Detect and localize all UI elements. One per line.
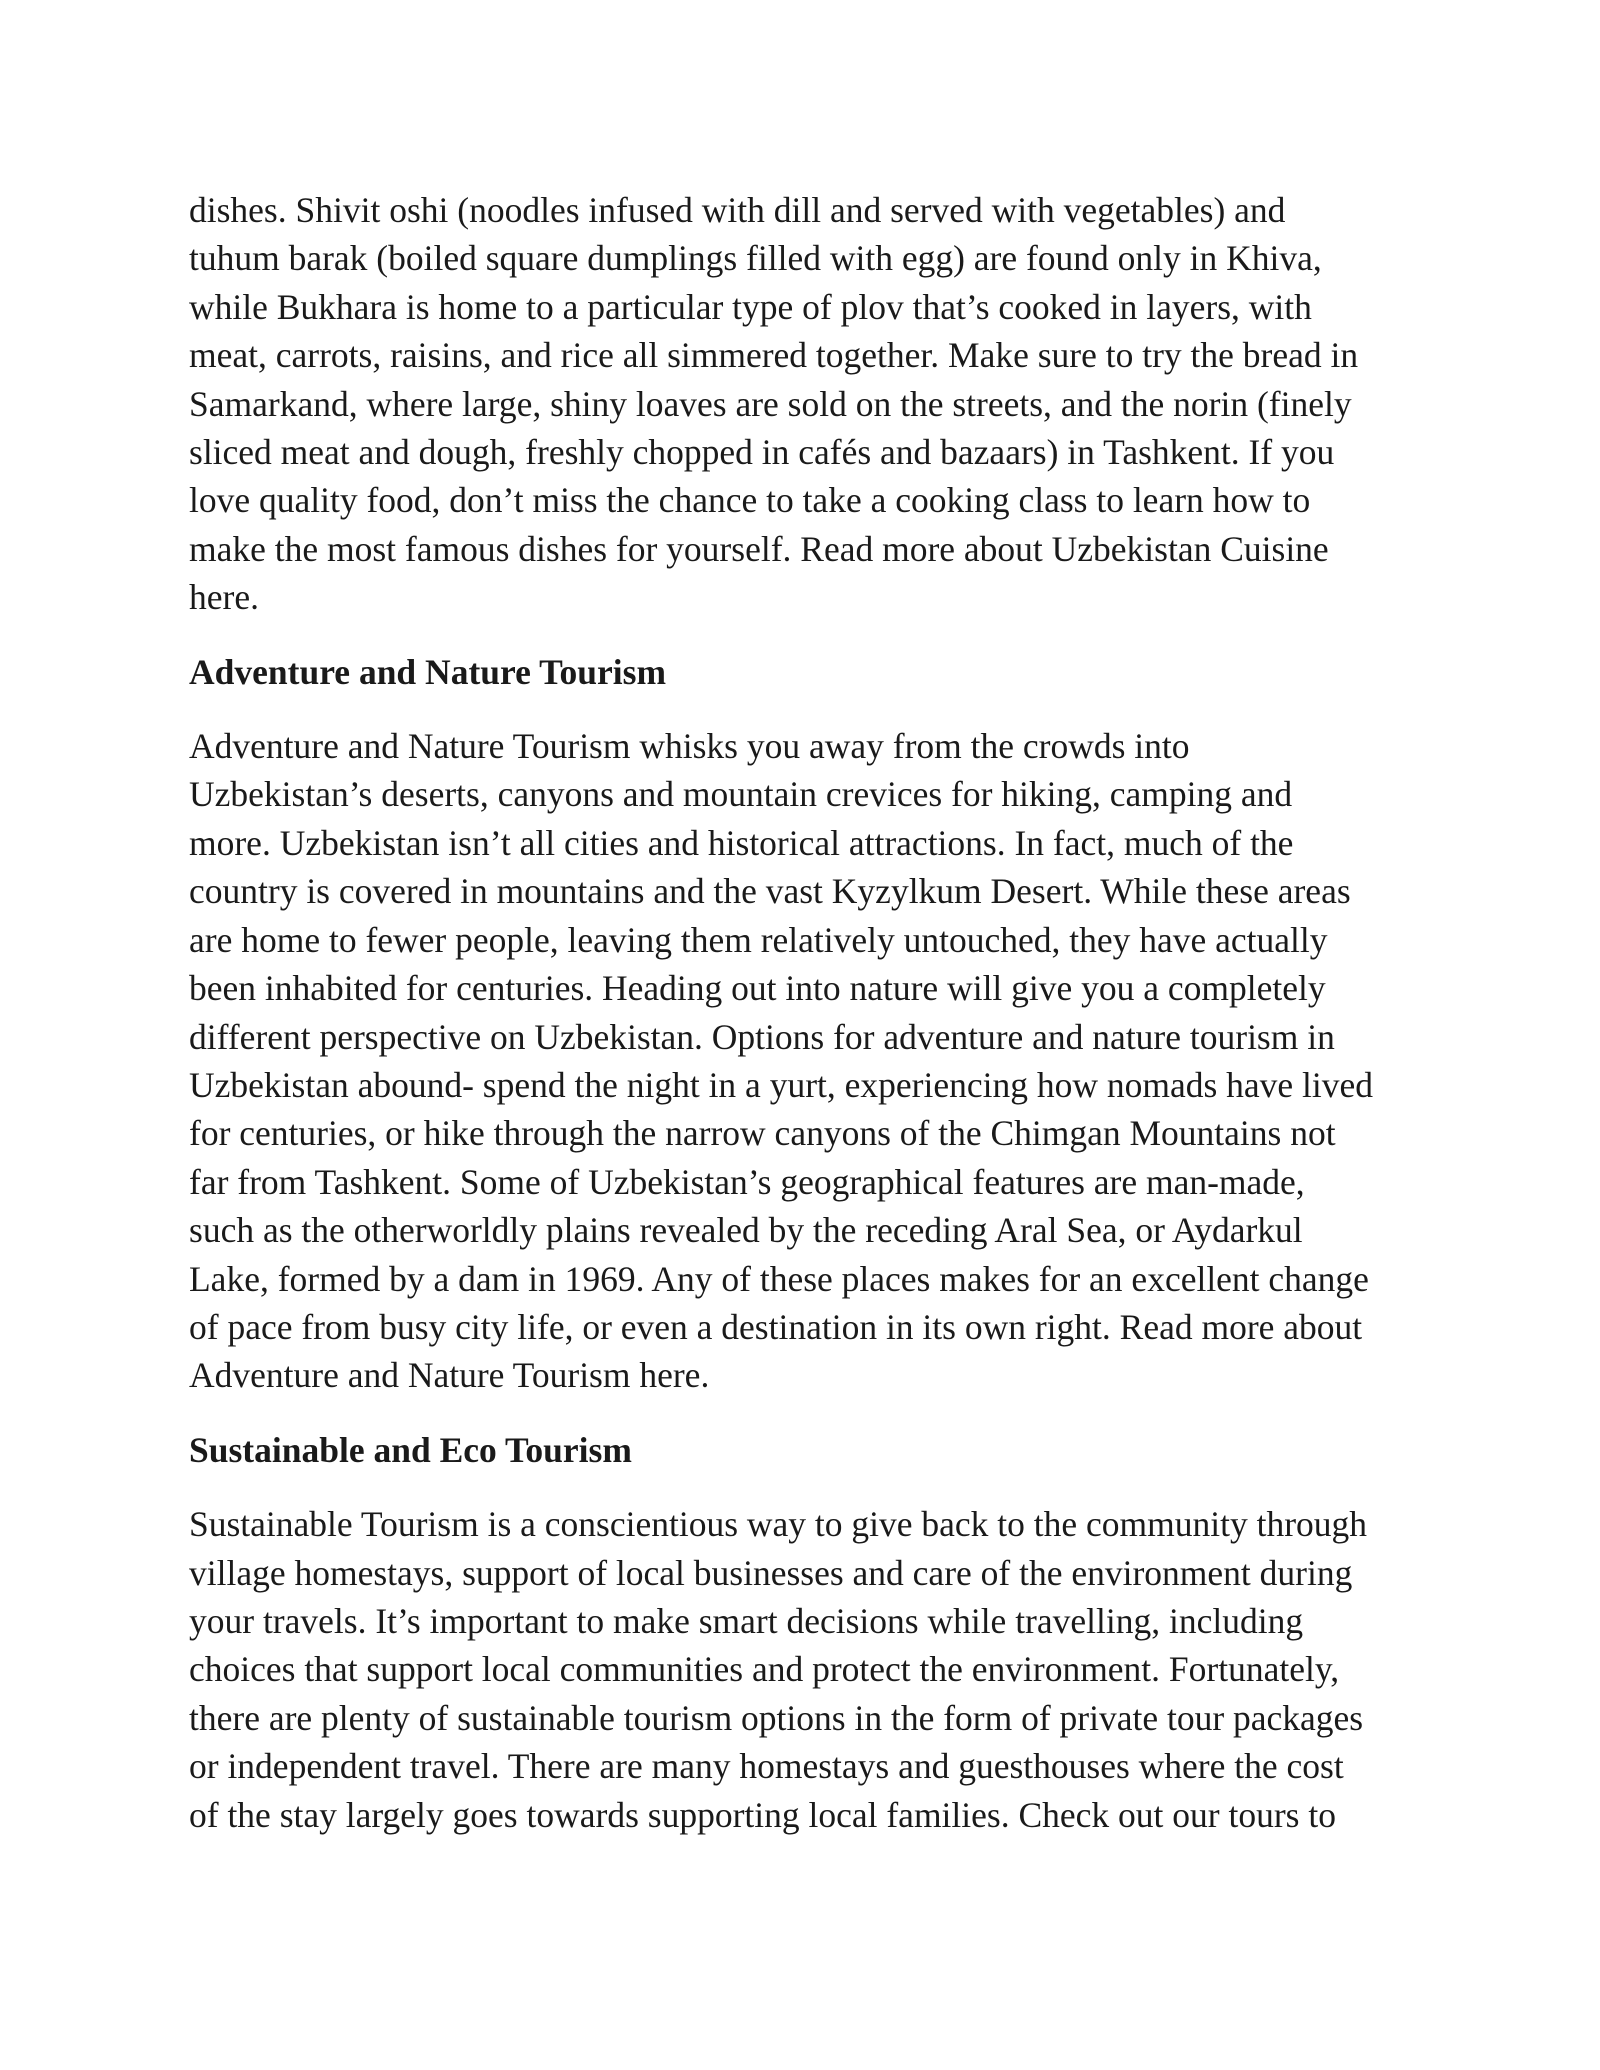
text-line: for centuries, or hike through the narrow canyons of the Chimgan Mountains not: [189, 1113, 1336, 1154]
text-line: your travels. It’s important to make smart decisions while travelling, including: [189, 1600, 1304, 1641]
text-line: of the stay largely goes towards supporting local families. Check out our tours to: [189, 1794, 1336, 1835]
text-line: such as the otherworldly plains revealed by the receding Aral Sea, or Aydarkul: [189, 1210, 1303, 1251]
heading-adventure-nature: Adventure and Nature Tourism: [189, 651, 667, 692]
text-line: are home to fewer people, leaving them relatively untouched, they have actually: [189, 919, 1328, 960]
text-line: Samarkand, where large, shiny loaves are sold on the streets, and the norin (finely: [189, 383, 1352, 424]
text-line: Adventure and Nature Tourism here.: [189, 1355, 710, 1396]
text-line: choices that support local communities and protect the environment. Fortunately,: [189, 1649, 1340, 1690]
text-line: sliced meat and dough, freshly chopped in cafés and bazaars) in Tashkent. If you: [189, 432, 1335, 473]
text-line: far from Tashkent. Some of Uzbekistan’s geographical features are man-made,: [189, 1161, 1305, 1202]
text-line: make the most famous dishes for yourself. Read more about Uzbekistan Cuisine: [189, 528, 1329, 569]
text-line: love quality food, don’t miss the chance to take a cooking class to learn how to: [189, 480, 1311, 521]
text-line: there are plenty of sustainable tourism options in the form of private tour packages: [189, 1697, 1364, 1738]
text-line: village homestays, support of local businesses and care of the environment during: [189, 1552, 1353, 1593]
text-line: different perspective on Uzbekistan. Options for adventure and nature tourism in: [189, 1016, 1335, 1057]
text-line: been inhabited for centuries. Heading out into nature will give you a completely: [189, 968, 1326, 1009]
text-line: tuhum barak (boiled square dumplings filled with egg) are found only in Khiva,: [189, 238, 1322, 279]
text-line: here.: [189, 577, 259, 618]
text-line: Uzbekistan’s deserts, canyons and mountain crevices for hiking, camping and: [189, 774, 1293, 815]
text-line: while Bukhara is home to a particular type of plov that’s cooked in layers, with: [189, 286, 1312, 327]
heading-sustainable-eco: Sustainable and Eco Tourism: [189, 1429, 632, 1470]
page-content: [189, 186, 1419, 1839]
text-line: Lake, formed by a dam in 1969. Any of these places makes for an excellent change: [189, 1258, 1369, 1299]
paragraph-cuisine: [189, 186, 1419, 622]
text-line: or independent travel. There are many homestays and guesthouses where the cost: [189, 1746, 1344, 1787]
text-line: dishes. Shivit oshi (noodles infused with dill and served with vegetables) and: [189, 190, 1286, 230]
text-line: more. Uzbekistan isn’t all cities and historical attractions. In fact, much of the: [189, 822, 1294, 863]
text-line: Sustainable Tourism is a conscientious way to give back to the community through: [189, 1504, 1368, 1545]
paragraph-sustainable-eco: [189, 1500, 1419, 1839]
paragraph-adventure-nature: [189, 722, 1419, 1400]
text-line: Adventure and Nature Tourism whisks you away from the crowds into: [189, 726, 1190, 767]
text-line: Uzbekistan abound- spend the night in a yurt, experiencing how nomads have lived: [189, 1064, 1374, 1105]
text-line: country is covered in mountains and the vast Kyzylkum Desert. While these areas: [189, 871, 1351, 912]
text-line: of pace from busy city life, or even a destination in its own right. Read more about: [189, 1306, 1363, 1347]
text-line: meat, carrots, raisins, and rice all simmered together. Make sure to try the bread in: [189, 335, 1359, 376]
